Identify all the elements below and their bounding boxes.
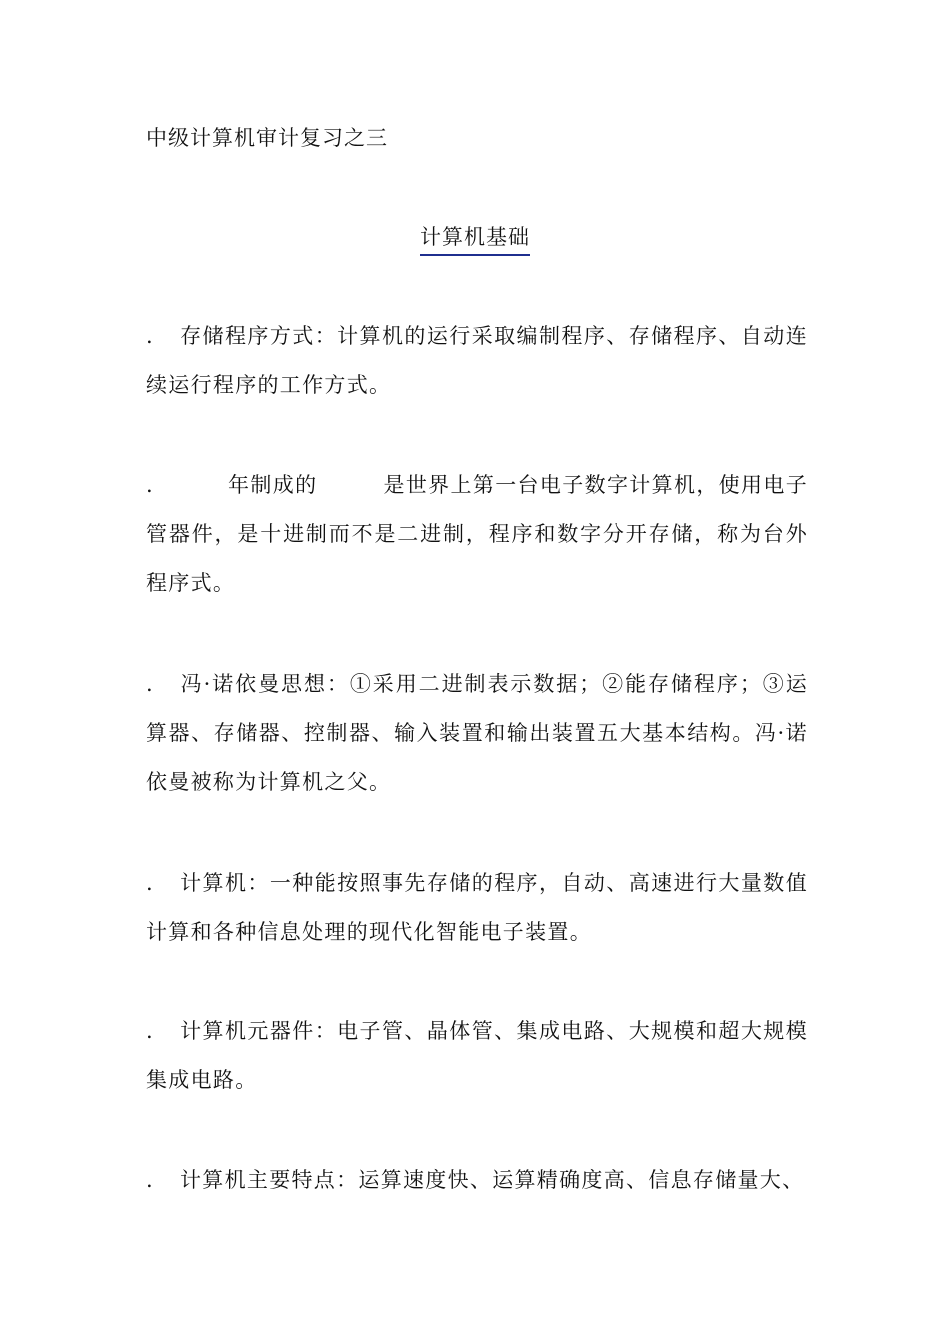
- paragraph-text: 计算机：一种能按照事先存储的程序，自动、高速进行大量数值计算和各种信息处理的现代化智能电子装置。: [146, 871, 808, 944]
- paragraph-stored-program: [146, 312, 808, 410]
- bullet-marker: .: [146, 324, 154, 348]
- paragraph-text: 冯·诺依曼思想：①采用二进制表示数据；②能存储程序；③运算器、存储器、控制器、输入装置和输出装置五大基本结构。冯·诺依曼被称为计算机之父。: [146, 672, 808, 794]
- paragraph-features: [146, 1156, 808, 1205]
- bullet-marker: .: [146, 871, 154, 895]
- bullet-marker: .: [146, 1019, 154, 1043]
- bullet-marker: .: [146, 672, 154, 696]
- paragraph-text: 存储程序方式：计算机的运行采取编制程序、存储程序、自动连续运行程序的工作方式。: [146, 324, 808, 397]
- paragraph-text: 计算机元器件：电子管、晶体管、集成电路、大规模和超大规模集成电路。: [146, 1019, 808, 1092]
- bullet-marker: .: [146, 1168, 154, 1192]
- paragraph-von-neumann: [146, 660, 808, 807]
- paragraph-components: [146, 1007, 808, 1105]
- section-heading-link[interactable]: 计算机基础: [420, 221, 530, 256]
- paragraph-text-part1: 年制成的: [228, 473, 318, 497]
- bullet-marker: .: [146, 473, 154, 497]
- paragraph-first-computer: [146, 461, 808, 608]
- paragraph-text-part2: 是世界上第一台电子数字计算机，使用电子管器件，是十进制而不是二进制，程序和数字分开存储，称为台外程序式。: [146, 473, 809, 595]
- document-title: 中级计算机审计复习之三: [146, 126, 388, 150]
- paragraph-text: 计算机主要特点：运算速度快、运算精确度高、信息存储量大、: [180, 1168, 805, 1192]
- paragraph-computer-definition: [146, 859, 808, 957]
